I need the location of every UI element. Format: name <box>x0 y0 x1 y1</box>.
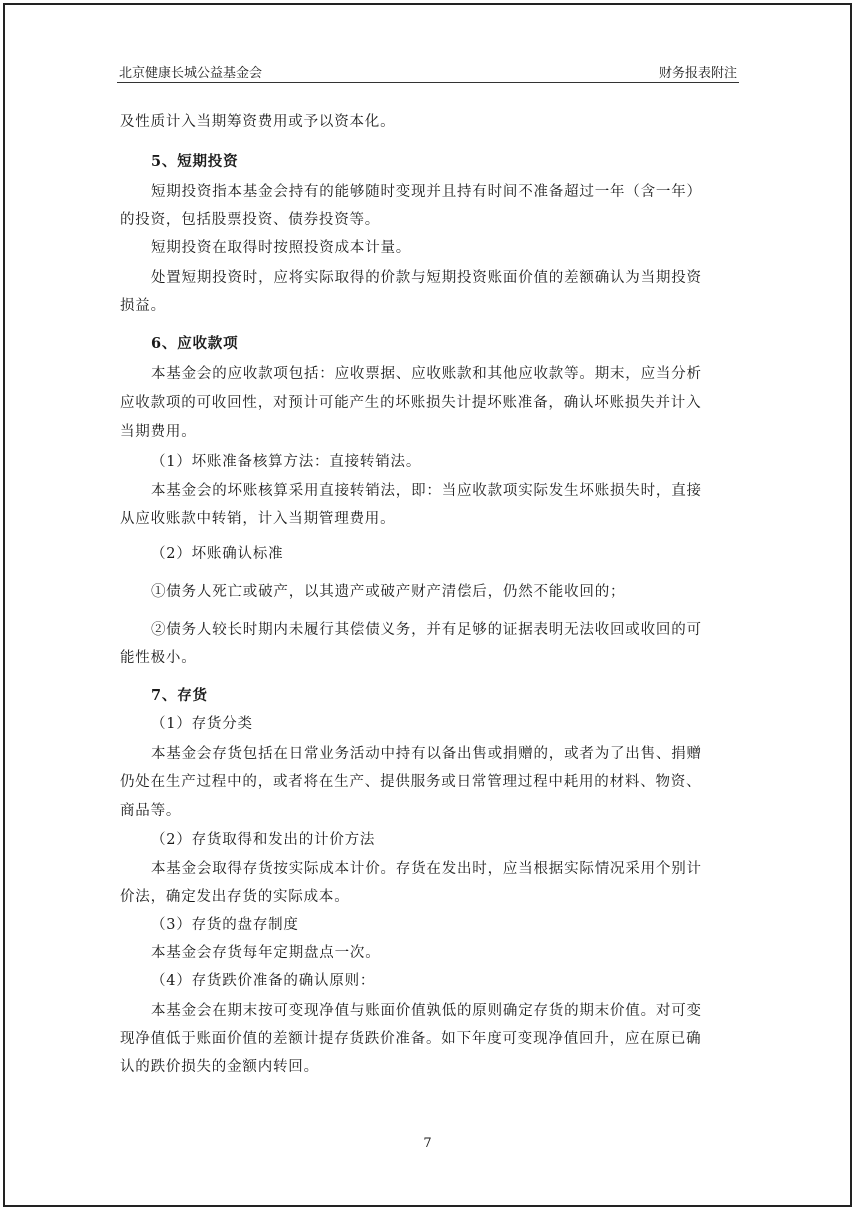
paragraph-line: 能性极小。 <box>120 650 197 666</box>
paragraph-line: 认的跌价损失的金额内转回。 <box>120 1059 319 1075</box>
paragraph-line: 的投资，包括股票投资、债券投资等。 <box>120 212 381 228</box>
list-item-line: ②债务人较长时期内未履行其偿债义务，并有足够的证据表明无法收回或收回的可 <box>151 622 702 638</box>
sub-heading-line: （3）存货的盘存制度 <box>151 917 299 933</box>
paragraph-line: 本基金会的坏账核算采用直接转销法，即：当应收款项实际发生坏账损失时，直接 <box>151 483 702 499</box>
paragraph-line: 本基金会取得存货按实际成本计价。存货在发出时，应当根据实际情况采用个别计 <box>151 861 702 877</box>
paragraph-line: 当期费用。 <box>120 424 197 440</box>
paragraph-line: 现净值低于账面价值的差额计提存货跌价准备。如下年度可变现净值回升，应在原已确 <box>120 1031 702 1047</box>
paragraph-line: 本基金会的应收款项包括：应收票据、应收账款和其他应收款等。期末，应当分析 <box>151 366 702 382</box>
section-heading-inventory: 7、存货 <box>151 687 208 704</box>
paragraph-line: 损益。 <box>120 298 166 314</box>
org-name: 北京健康长城公益基金会 <box>119 66 263 81</box>
list-item-line: ①债务人死亡或破产，以其遗产或破产财产清偿后，仍然不能收回的； <box>151 584 626 600</box>
paragraph-line: 处置短期投资时，应将实际取得的价款与短期投资账面价值的差额确认为当期投资 <box>151 270 702 286</box>
page-number: 7 <box>423 1136 432 1151</box>
sub-heading-line: （2）存货取得和发出的计价方法 <box>151 832 376 848</box>
sub-heading-line: （2）坏账确认标准 <box>151 546 284 562</box>
paragraph-line: 价法，确定发出存货的实际成本。 <box>120 889 350 905</box>
paragraph-line: 短期投资在取得时按照投资成本计量。 <box>151 240 412 256</box>
section-heading-receivables: 6、应收款项 <box>151 335 239 352</box>
paragraph-line: 及性质计入当期筹资费用或予以资本化。 <box>120 114 396 130</box>
paragraph-line: 短期投资指本基金会持有的能够随时变现并且持有时间不准备超过一年（含一年） <box>151 184 702 200</box>
sub-heading-line: （1）存货分类 <box>151 716 253 732</box>
sub-heading-line: （4）存货跌价准备的确认原则： <box>151 973 376 989</box>
paragraph-line: 商品等。 <box>120 803 182 819</box>
paragraph-line: 从应收账款中转销，计入当期管理费用。 <box>120 511 396 527</box>
paragraph-line: 仍处在生产过程中的，或者将在生产、提供服务或日常管理过程中耗用的材料、物资、 <box>120 774 702 790</box>
paragraph-line: 本基金会在期末按可变现净值与账面价值孰低的原则确定存货的期末价值。对可变 <box>151 1003 702 1019</box>
paragraph-line: 本基金会存货每年定期盘点一次。 <box>151 945 381 961</box>
sub-heading-line: （1）坏账准备核算方法：直接转销法。 <box>151 454 422 470</box>
page-header <box>117 62 739 83</box>
section-heading-short-term-investment: 5、短期投资 <box>151 153 239 170</box>
doc-title: 财务报表附注 <box>658 66 737 81</box>
paragraph-line: 本基金会存货包括在日常业务活动中持有以备出售或捐赠的，或者为了出售、捐赠 <box>151 746 702 762</box>
paragraph-line: 应收款项的可收回性，对预计可能产生的坏账损失计提坏账准备，确认坏账损失并计入 <box>120 395 702 411</box>
